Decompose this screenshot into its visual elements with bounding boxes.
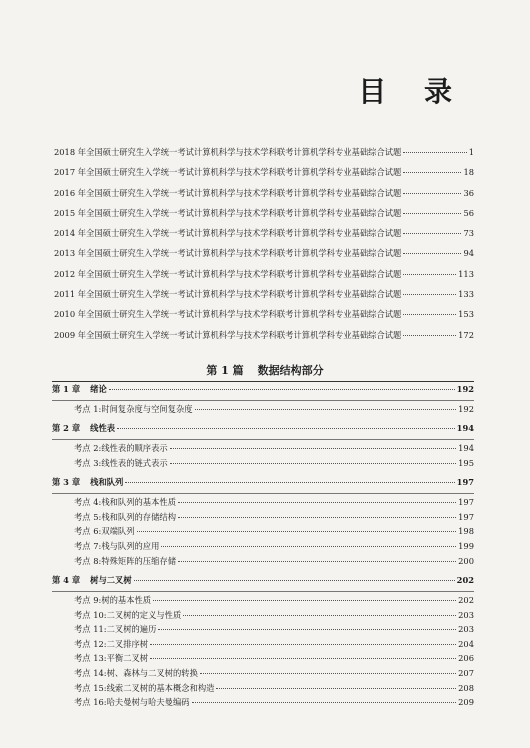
chapter-toc [52, 381, 474, 711]
leader-dots [117, 428, 455, 429]
exam-entry[interactable] [54, 227, 474, 247]
point-name: 线性表的顺序表示 [101, 443, 168, 454]
point-page: 209 [458, 697, 474, 708]
point-entry[interactable] [52, 609, 474, 624]
point-entry[interactable] [52, 696, 474, 711]
point-entry[interactable] [52, 623, 474, 638]
chapter-divider [52, 439, 474, 440]
chapter-name: 绪论 [90, 384, 107, 394]
point-entry[interactable] [52, 540, 474, 555]
leader-dots [109, 389, 455, 390]
point-name: 二叉排序树 [106, 638, 149, 649]
exam-entry[interactable] [54, 146, 474, 166]
point-entry[interactable] [52, 442, 474, 457]
leader-dots [150, 658, 456, 659]
leader-dots [403, 152, 466, 153]
point-name: 二叉树的遍历 [106, 624, 157, 635]
point-page: 204 [458, 638, 474, 649]
exam-entry-label: 2015 年全国硕士研究生入学统一考试计算机科学与技术学科联考计算机学科专业基础综合试题 [54, 207, 402, 218]
leader-dots [170, 463, 456, 464]
leader-dots [403, 253, 461, 254]
point-number: 考点 14: [74, 667, 107, 678]
point-number: 考点 11: [74, 624, 107, 635]
leader-dots [403, 294, 456, 295]
leader-dots [178, 502, 456, 503]
point-name: 时间复杂度与空间复杂度 [101, 403, 193, 414]
exam-entry-page: 73 [463, 228, 474, 239]
point-page: 194 [458, 443, 474, 454]
point-page: 202 [458, 594, 474, 605]
point-name: 线性表的链式表示 [101, 457, 168, 468]
leader-dots [137, 531, 457, 532]
chapter-divider [52, 400, 474, 401]
exam-entry[interactable] [54, 247, 474, 267]
point-name: 栈和队列的存储结构 [101, 511, 176, 522]
exam-entry-page: 172 [458, 329, 474, 340]
leader-dots [170, 448, 456, 449]
point-name: 线索二叉树的基本概念和构造 [106, 682, 215, 693]
point-number: 考点 5: [74, 511, 102, 522]
point-name: 特殊矩阵的压缩存储 [101, 555, 176, 566]
point-name: 树的基本性质 [101, 594, 152, 605]
chapter-entry[interactable] [52, 382, 474, 399]
chapter-number: 第 4 章 [52, 575, 81, 586]
exam-paper-list [54, 146, 474, 349]
chapter-name: 树与二叉树 [90, 575, 132, 586]
exam-entry-label: 2013 年全国硕士研究生入学统一考试计算机科学与技术学科联考计算机学科专业基础综合试题 [54, 248, 402, 259]
point-name: 双端队列 [101, 526, 135, 537]
point-name: 平衡二叉树 [106, 653, 149, 664]
point-entry[interactable] [52, 682, 474, 697]
point-name: 栈和队列的基本性质 [101, 497, 176, 508]
chapter-number: 第 1 章 [52, 384, 81, 394]
leader-dots [403, 274, 456, 275]
leader-dots [134, 580, 455, 581]
point-entry[interactable] [52, 667, 474, 682]
leader-dots [192, 702, 457, 703]
leader-dots [125, 482, 454, 483]
leader-dots [183, 615, 456, 616]
point-page: 203 [458, 609, 474, 620]
exam-entry-page: 113 [458, 268, 474, 279]
exam-entry-label: 2009 年全国硕士研究生入学统一考试计算机科学与技术学科联考计算机学科专业基础综合试题 [54, 329, 402, 340]
exam-entry[interactable] [54, 288, 474, 308]
exam-entry-page: 18 [463, 167, 474, 178]
point-page: 208 [458, 682, 474, 693]
point-number: 考点 8: [74, 555, 102, 566]
point-number: 考点 3: [74, 457, 102, 468]
point-page: 207 [458, 667, 474, 678]
leader-dots [178, 561, 456, 562]
point-page: 206 [458, 653, 474, 664]
exam-entry-label: 2017 年全国硕士研究生入学统一考试计算机科学与技术学科联考计算机学科专业基础综合试题 [54, 167, 402, 178]
leader-dots [195, 409, 457, 410]
leader-dots [216, 688, 456, 689]
point-number: 考点 16: [74, 697, 107, 708]
chapter-page: 202 [456, 575, 474, 586]
point-entry[interactable] [52, 496, 474, 511]
part-number: 第 1 篇 [206, 364, 244, 377]
leader-dots [403, 233, 461, 234]
chapter-name: 栈和队列 [90, 477, 124, 488]
chapter-entry[interactable] [52, 421, 474, 438]
point-name: 二叉树的定义与性质 [106, 609, 182, 620]
exam-entry-label: 2012 年全国硕士研究生入学统一考试计算机科学与技术学科联考计算机学科专业基础综合试题 [54, 268, 402, 279]
point-page: 200 [458, 555, 474, 566]
point-name: 哈夫曼树与哈夫曼编码 [106, 697, 190, 708]
chapter-page: 194 [456, 423, 474, 434]
exam-entry-page: 1 [468, 147, 474, 157]
leader-dots [403, 314, 456, 315]
leader-dots [178, 517, 456, 518]
point-entry[interactable] [52, 652, 474, 667]
point-number: 考点 15: [74, 682, 107, 693]
point-number: 考点 13: [74, 653, 107, 664]
point-page: 203 [458, 624, 474, 635]
leader-dots [403, 213, 461, 214]
chapter-name: 线性表 [90, 423, 116, 434]
point-entry[interactable] [52, 403, 474, 418]
leader-dots [153, 600, 456, 601]
exam-entry-label: 2010 年全国硕士研究生入学统一考试计算机科学与技术学科联考计算机学科专业基础综合试题 [54, 309, 402, 320]
chapter-divider [52, 591, 474, 592]
exam-entry-page: 94 [463, 248, 474, 259]
point-page: 195 [458, 457, 474, 468]
chapter-page: 192 [456, 384, 474, 394]
exam-entry[interactable] [54, 207, 474, 227]
point-name: 栈与队列的应用 [101, 540, 160, 551]
part-name: 数据结构部分 [257, 364, 324, 377]
point-page: 197 [458, 497, 474, 508]
exam-entry-label: 2011 年全国硕士研究生入学统一考试计算机科学与技术学科联考计算机学科专业基础综合试题 [54, 289, 402, 300]
leader-dots [403, 172, 461, 173]
point-number: 考点 6: [74, 526, 102, 537]
exam-entry-page: 133 [458, 289, 474, 300]
leader-dots [403, 193, 461, 194]
page-title: 目 录 [358, 75, 466, 108]
chapter-page: 197 [456, 477, 474, 488]
exam-entry-label: 2016 年全国硕士研究生入学统一考试计算机科学与技术学科联考计算机学科专业基础综合试题 [54, 187, 402, 198]
chapter-entry[interactable] [52, 573, 474, 590]
leader-dots [158, 629, 456, 630]
exam-entry-page: 56 [463, 207, 474, 218]
point-entry[interactable] [52, 638, 474, 653]
exam-entry[interactable] [54, 329, 474, 349]
point-entry[interactable] [52, 594, 474, 609]
chapter-entry[interactable] [52, 475, 474, 492]
point-entry[interactable] [52, 457, 474, 472]
point-page: 192 [458, 403, 474, 414]
point-entry[interactable] [52, 525, 474, 540]
point-number: 考点 9: [74, 594, 102, 605]
point-number: 考点 12: [74, 638, 107, 649]
leader-dots [150, 644, 456, 645]
exam-entry[interactable] [54, 268, 474, 288]
exam-entry[interactable] [54, 187, 474, 207]
chapter-number: 第 3 章 [52, 477, 81, 488]
point-number: 考点 2: [74, 443, 102, 454]
exam-entry-page: 36 [463, 187, 474, 198]
leader-dots [403, 335, 456, 336]
point-number: 考点 7: [74, 540, 102, 551]
point-number: 考点 4: [74, 497, 102, 508]
exam-entry[interactable] [54, 308, 474, 328]
exam-entry[interactable] [54, 166, 474, 186]
exam-entry-page: 153 [458, 309, 474, 320]
exam-entry-label: 2018 年全国硕士研究生入学统一考试计算机科学与技术学科联考计算机学科专业基础综合试题 [54, 147, 402, 157]
point-page: 198 [458, 526, 474, 537]
point-name: 树、森林与二叉树的转换 [106, 667, 198, 678]
point-number: 考点 1: [74, 403, 102, 414]
chapter-divider [52, 493, 474, 494]
leader-dots [200, 673, 456, 674]
point-page: 197 [458, 511, 474, 522]
point-entry[interactable] [52, 555, 474, 570]
point-page: 199 [458, 540, 474, 551]
point-number: 考点 10: [74, 609, 107, 620]
point-entry[interactable] [52, 511, 474, 526]
chapter-number: 第 2 章 [52, 423, 81, 434]
exam-entry-label: 2014 年全国硕士研究生入学统一考试计算机科学与技术学科联考计算机学科专业基础综合试题 [54, 228, 402, 239]
leader-dots [161, 546, 456, 547]
part-heading [0, 362, 530, 378]
